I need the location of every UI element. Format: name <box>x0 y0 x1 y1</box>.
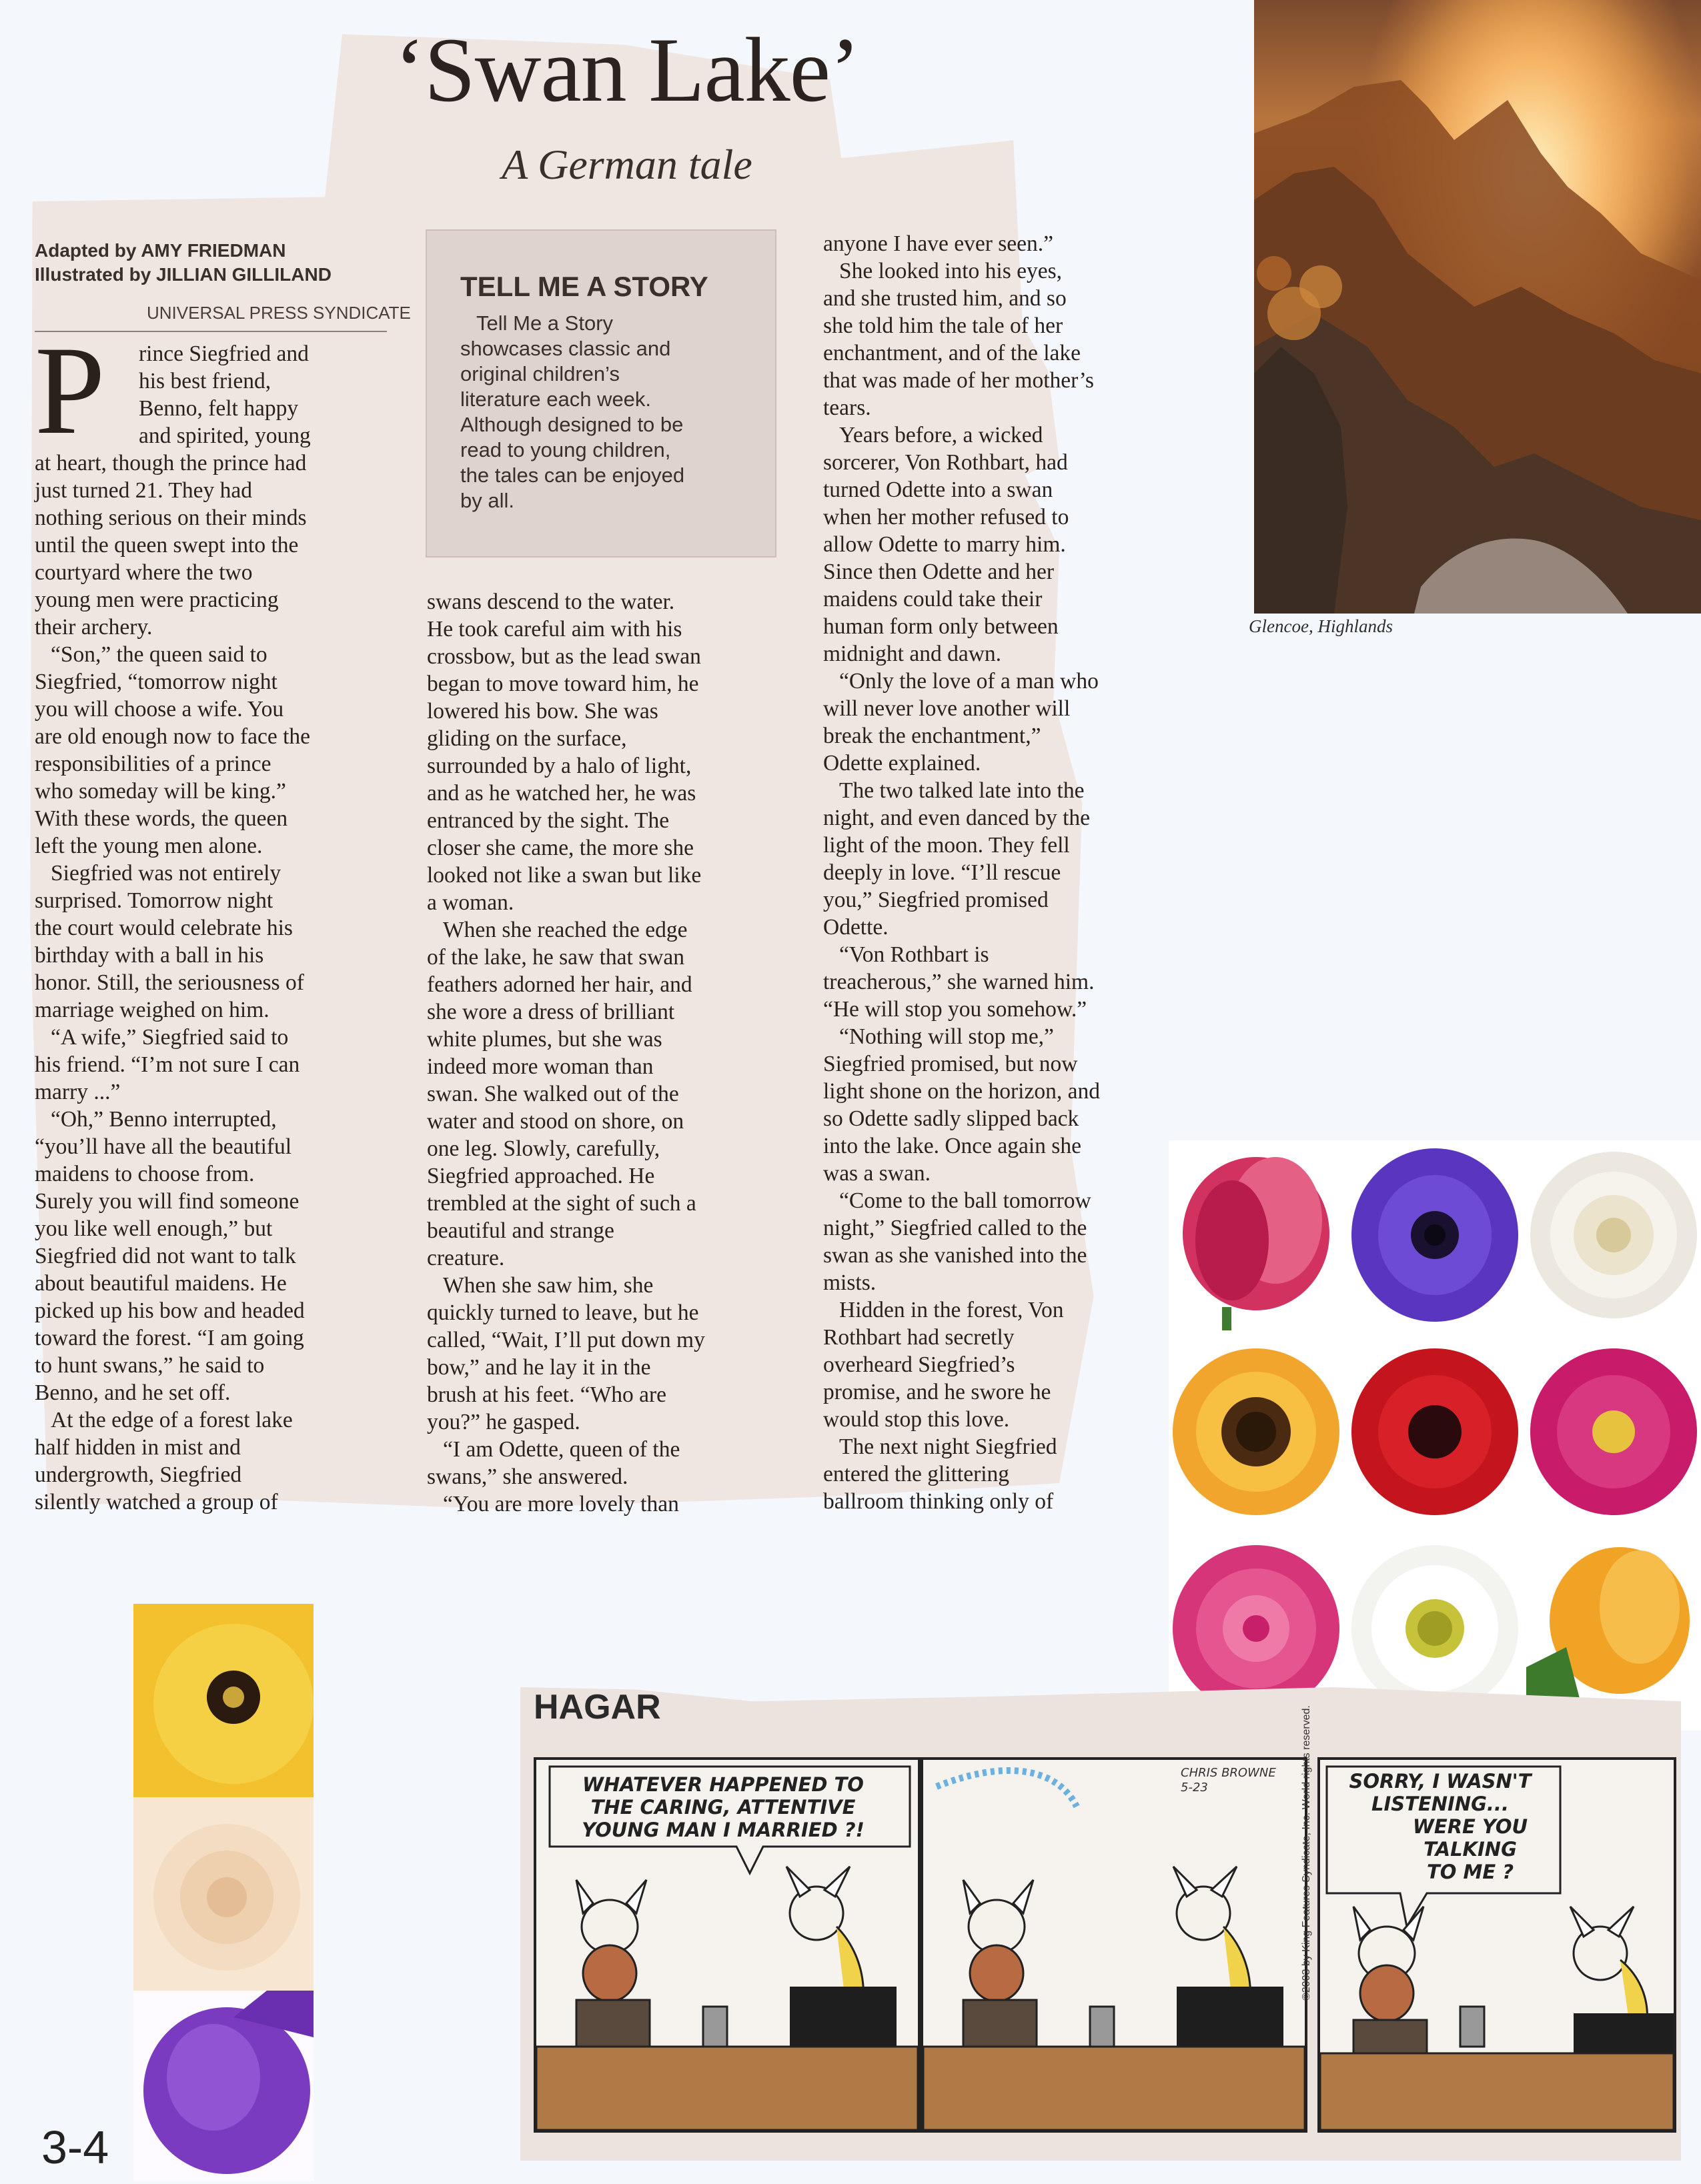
text-line: maidens could take their <box>823 587 1043 612</box>
credit-illustrated: Illustrated by JILLIAN GILLILAND <box>35 264 332 285</box>
text-line: mists. <box>823 1270 877 1295</box>
article-credits <box>35 239 395 287</box>
text-line: tears. <box>823 395 871 420</box>
text-line: was a swan. <box>823 1161 931 1186</box>
text-line: about beautiful maidens. He <box>35 1271 287 1296</box>
text-line: marry ...” <box>35 1080 121 1104</box>
text-line: you,” Siegfried promised <box>823 888 1049 912</box>
text-line: treacherous,” she warned him. <box>823 970 1095 994</box>
text-line: at heart, though the prince had <box>35 451 307 475</box>
balloon-line: WERE YOU <box>1412 1815 1528 1838</box>
text-line: “Oh,” Benno interrupted, <box>51 1107 277 1132</box>
text-line: and spirited, young <box>139 423 311 448</box>
text-line: half hidden in mist and <box>35 1435 241 1460</box>
magenta-daisy-icon <box>1526 1337 1701 1527</box>
strip-date: 5-23 <box>1181 1781 1208 1795</box>
balloon-line: LISTENING... <box>1371 1793 1509 1815</box>
text-line: read to young children, <box>460 438 671 461</box>
storybox-body <box>460 311 754 513</box>
text-line: so Odette sadly slipped back <box>823 1106 1079 1131</box>
cream-rose-image <box>133 1797 314 1991</box>
text-line: literature each week. <box>460 387 652 411</box>
pink-tulip-icon <box>1169 1140 1343 1330</box>
text-line: bow,” and he lay it in the <box>427 1355 651 1380</box>
text-line: until the queen swept into the <box>35 533 299 558</box>
text-line: and as he watched her, he was <box>427 781 696 806</box>
text-line: Benno, felt happy <box>139 396 299 421</box>
text-line: surprised. Tomorrow night <box>35 888 273 913</box>
text-line: human form only between <box>823 614 1059 639</box>
text-line: silently watched a group of <box>35 1490 278 1514</box>
text-line: showcases classic and <box>460 337 671 360</box>
text-line: light of the moon. They fell <box>823 833 1070 858</box>
text-line: picked up his bow and headed <box>35 1298 305 1323</box>
purple-anemone-image <box>1347 1140 1522 1330</box>
text-line: Odette. <box>823 915 889 940</box>
text-line: At the edge of a forest lake <box>51 1408 293 1432</box>
text-line: promise, and he swore he <box>823 1380 1051 1404</box>
storybox-title: TELL ME A STORY <box>460 271 708 302</box>
text-line: deeply in love. “I’ll rescue <box>823 860 1061 885</box>
text-line: The next night Siegfried <box>839 1434 1057 1459</box>
balloon-line: THE CARING, ATTENTIVE <box>590 1796 856 1819</box>
text-line: With these words, the queen <box>35 806 288 831</box>
artist-name: CHRIS BROWNE <box>1181 1766 1276 1780</box>
text-line: entered the glittering <box>823 1462 1010 1486</box>
drop-cap: P <box>35 321 105 461</box>
text-line: you will choose a wife. You <box>35 697 284 722</box>
text-line: maidens to choose from. <box>35 1162 255 1186</box>
balloon-line: TO ME ? <box>1426 1861 1514 1883</box>
text-line: He took careful aim with his <box>427 617 682 642</box>
text-line: sorcerer, Von Rothbart, had <box>823 450 1068 475</box>
text-line: a woman. <box>427 890 514 915</box>
text-line: “Nothing will stop me,” <box>839 1024 1054 1049</box>
yellow-sunflower-image <box>1169 1337 1343 1527</box>
comic-panel-3 <box>1317 1757 1676 2133</box>
text-line: indeed more woman than <box>427 1054 654 1079</box>
text-line: would stop this love. <box>823 1407 1010 1432</box>
syndicate-line: UNIVERSAL PRESS SYNDICATE <box>147 303 411 323</box>
photo-caption: Glencoe, Highlands <box>1249 616 1393 636</box>
text-line: When she saw him, she <box>443 1273 654 1298</box>
flower-strip <box>133 1604 314 2181</box>
text-line: night,” Siegfried called to the <box>823 1216 1087 1240</box>
text-line: that was made of her mother’s <box>823 368 1094 393</box>
text-line: feathers adorned her hair, and <box>427 972 692 997</box>
text-line: break the enchantment,” <box>823 724 1041 748</box>
yellow-tulip-top-icon <box>133 1604 314 1797</box>
text-line: swans,” she answered. <box>427 1464 628 1489</box>
hagar-and-helga-drawing <box>536 1760 918 2130</box>
text-line: one leg. Slowly, carefully, <box>427 1136 660 1161</box>
text-line: “A wife,” Siegfried said to <box>51 1025 289 1050</box>
text-line: surrounded by a halo of light, <box>427 754 692 778</box>
text-line: beautiful and strange <box>427 1218 614 1243</box>
yellow-tulip-top-image <box>133 1604 314 1797</box>
text-line: Although designed to be <box>460 413 684 436</box>
text-line: “Von Rothbart is <box>839 942 989 967</box>
magenta-chrysanthemum-image <box>1526 1337 1701 1527</box>
purple-anemone-icon <box>1347 1140 1522 1330</box>
text-line: nothing serious on their minds <box>35 505 307 530</box>
text-line: you like well enough,” but <box>35 1216 273 1241</box>
text-line: swan. She walked out of the <box>427 1082 679 1106</box>
text-line: undergrowth, Siegfried <box>35 1462 242 1487</box>
article-column-2 <box>427 588 787 1518</box>
white-dahlia-icon <box>1526 1140 1701 1330</box>
text-line: are old enough now to face the <box>35 724 311 749</box>
text-line: “I am Odette, queen of the <box>443 1437 680 1462</box>
text-line: swan as she vanished into the <box>823 1243 1087 1268</box>
text-line: began to move toward him, he <box>427 672 699 696</box>
text-line: light shone on the horizon, and <box>823 1079 1100 1104</box>
text-line: courtyard where the two <box>35 560 253 585</box>
text-line: his friend. “I’m not sure I can <box>35 1052 300 1077</box>
article-subtitle: A German tale <box>502 141 752 188</box>
text-line: “Son,” the queen said to <box>51 642 267 667</box>
credit-adapted: Adapted by AMY FRIEDMAN <box>35 240 286 261</box>
text-line: Years before, a wicked <box>839 423 1043 447</box>
purple-gladiolus-icon <box>133 1991 314 2181</box>
flower-collage <box>1169 1140 1701 1731</box>
text-line: When she reached the edge <box>443 918 688 942</box>
purple-gladiolus-image <box>133 1991 314 2184</box>
text-line: creature. <box>427 1246 505 1270</box>
red-poppy-icon <box>1347 1337 1522 1527</box>
text-line: Siegfried did not want to talk <box>35 1244 296 1268</box>
text-line: the tales can be enjoyed <box>460 463 685 487</box>
text-line: quickly turned to leave, but he <box>427 1300 699 1325</box>
text-line: crossbow, but as the lead swan <box>427 644 701 669</box>
text-line: called, “Wait, I’ll put down my <box>427 1328 705 1352</box>
text-line: gliding on the surface, <box>427 726 627 751</box>
text-line: looked not like a swan but like <box>427 863 702 888</box>
article-column-3 <box>823 230 1170 1515</box>
text-line: night, and even danced by the <box>823 806 1091 830</box>
text-line: by all. <box>460 489 514 512</box>
column-1-intro <box>139 340 392 449</box>
text-line: “Only the love of a man who <box>839 669 1099 694</box>
comic-copyright: ©2003 by King Features Syndicate, Inc. World rights reserved. <box>1301 1705 1312 2001</box>
comic-panel-2 <box>921 1757 1307 2133</box>
text-line: Hidden in the forest, Von <box>839 1298 1064 1322</box>
text-line: Since then Odette and her <box>823 560 1055 584</box>
text-line: entranced by the sight. The <box>427 808 670 833</box>
text-line: Benno, and he set off. <box>35 1380 231 1405</box>
comic-panel-1 <box>534 1757 921 2133</box>
hagar-and-helga-drawing <box>923 1760 1305 2130</box>
text-line: and she trusted him, and so <box>823 286 1067 311</box>
sunflower-icon <box>1169 1337 1343 1527</box>
text-line: Siegfried, “tomorrow night <box>35 670 277 694</box>
text-line: to hunt swans,” he said to <box>35 1353 265 1378</box>
text-line: you?” he gasped. <box>427 1410 580 1434</box>
text-line: Siegfried promised, but now <box>823 1052 1078 1076</box>
text-line: young men were practicing <box>35 588 279 612</box>
text-line: marriage weighed on him. <box>35 998 269 1022</box>
text-line: she wore a dress of brilliant <box>427 1000 675 1024</box>
text-line: closer she came, the more she <box>427 836 694 860</box>
text-line: “He will stop you somehow.” <box>823 997 1087 1022</box>
red-poppy-image <box>1347 1337 1522 1527</box>
text-line: just turned 21. They had <box>35 478 252 503</box>
text-line: honor. Still, the seriousness of <box>35 970 304 995</box>
text-line: white plumes, but she was <box>427 1027 662 1052</box>
text-line: she told him the tale of her <box>823 313 1063 338</box>
yellow-tulip-image <box>1526 1534 1701 1724</box>
text-line: toward the forest. “I am going <box>35 1326 304 1350</box>
text-line: allow Odette to marry him. <box>823 532 1066 557</box>
text-line: Tell Me a Story <box>476 311 614 335</box>
text-line: anyone I have ever seen.” <box>823 231 1054 256</box>
text-line: Surely you will find someone <box>35 1189 300 1214</box>
text-line: their archery. <box>35 615 153 640</box>
text-line: overheard Siegfried’s <box>823 1352 1015 1377</box>
text-line: The two talked late into the <box>839 778 1085 803</box>
balloon-line: SORRY, I WASN'T <box>1349 1770 1532 1793</box>
text-line: of the lake, he saw that swan <box>427 945 685 970</box>
article-title: ‘Swan Lake’ <box>394 19 860 121</box>
text-line: his best friend, <box>139 369 271 393</box>
text-line: enchantment, and of the lake <box>823 341 1081 365</box>
tell-me-a-story-box <box>426 229 776 558</box>
text-line: turned Odette into a swan <box>823 477 1053 502</box>
text-line: original children’s <box>460 362 620 385</box>
yellow-tulip-icon <box>1526 1534 1701 1724</box>
text-line: Rothbart had secretly <box>823 1325 1015 1350</box>
comic-title: HAGAR <box>534 1688 661 1727</box>
mountain-illustration <box>1254 0 1701 614</box>
text-line: trembled at the sight of such a <box>427 1191 696 1216</box>
text-line: ballroom thinking only of <box>823 1489 1054 1514</box>
text-line: “You are more lovely than <box>443 1492 679 1516</box>
hagar-and-helga-drawing <box>1320 1760 1674 2130</box>
balloon-line: TALKING <box>1424 1838 1517 1861</box>
text-line: lowered his bow. She was <box>427 699 658 724</box>
balloon-line: YOUNG MAN I MARRIED ?! <box>582 1819 865 1841</box>
text-line: left the young men alone. <box>35 834 263 858</box>
balloon-line: WHATEVER HAPPENED TO <box>582 1773 864 1796</box>
text-line: Siegfried was not entirely <box>51 861 281 886</box>
text-line: midnight and dawn. <box>823 642 1002 666</box>
text-line: brush at his feet. “Who are <box>427 1382 667 1407</box>
article-column-1 <box>35 449 388 1516</box>
text-line: Odette explained. <box>823 751 981 776</box>
text-line: birthday with a ball in his <box>35 943 264 968</box>
text-line: “Come to the ball tomorrow <box>839 1188 1091 1213</box>
text-line: will never love another will <box>823 696 1071 721</box>
text-line: She looked into his eyes, <box>839 259 1063 283</box>
cream-rose-icon <box>133 1797 314 1991</box>
text-line: who someday will be king.” <box>35 779 286 804</box>
page-number: 3-4 <box>41 2121 109 2173</box>
pink-tulip-image <box>1169 1140 1343 1330</box>
artist-signature <box>1181 1766 1276 1795</box>
text-line: rince Siegfried and <box>139 341 309 366</box>
text-line: water and stood on shore, on <box>427 1109 684 1134</box>
text-line: Siegfried approached. He <box>427 1164 655 1188</box>
glencoe-photo <box>1254 0 1701 614</box>
text-line: the court would celebrate his <box>35 916 293 940</box>
text-line: into the lake. Once again she <box>823 1134 1081 1158</box>
text-line: when her mother refused to <box>823 505 1069 529</box>
text-line: swans descend to the water. <box>427 590 675 614</box>
text-line: “you’ll have all the beautiful <box>35 1134 292 1159</box>
white-dahlia-image <box>1526 1140 1701 1330</box>
text-line: responsibilities of a prince <box>35 752 271 776</box>
